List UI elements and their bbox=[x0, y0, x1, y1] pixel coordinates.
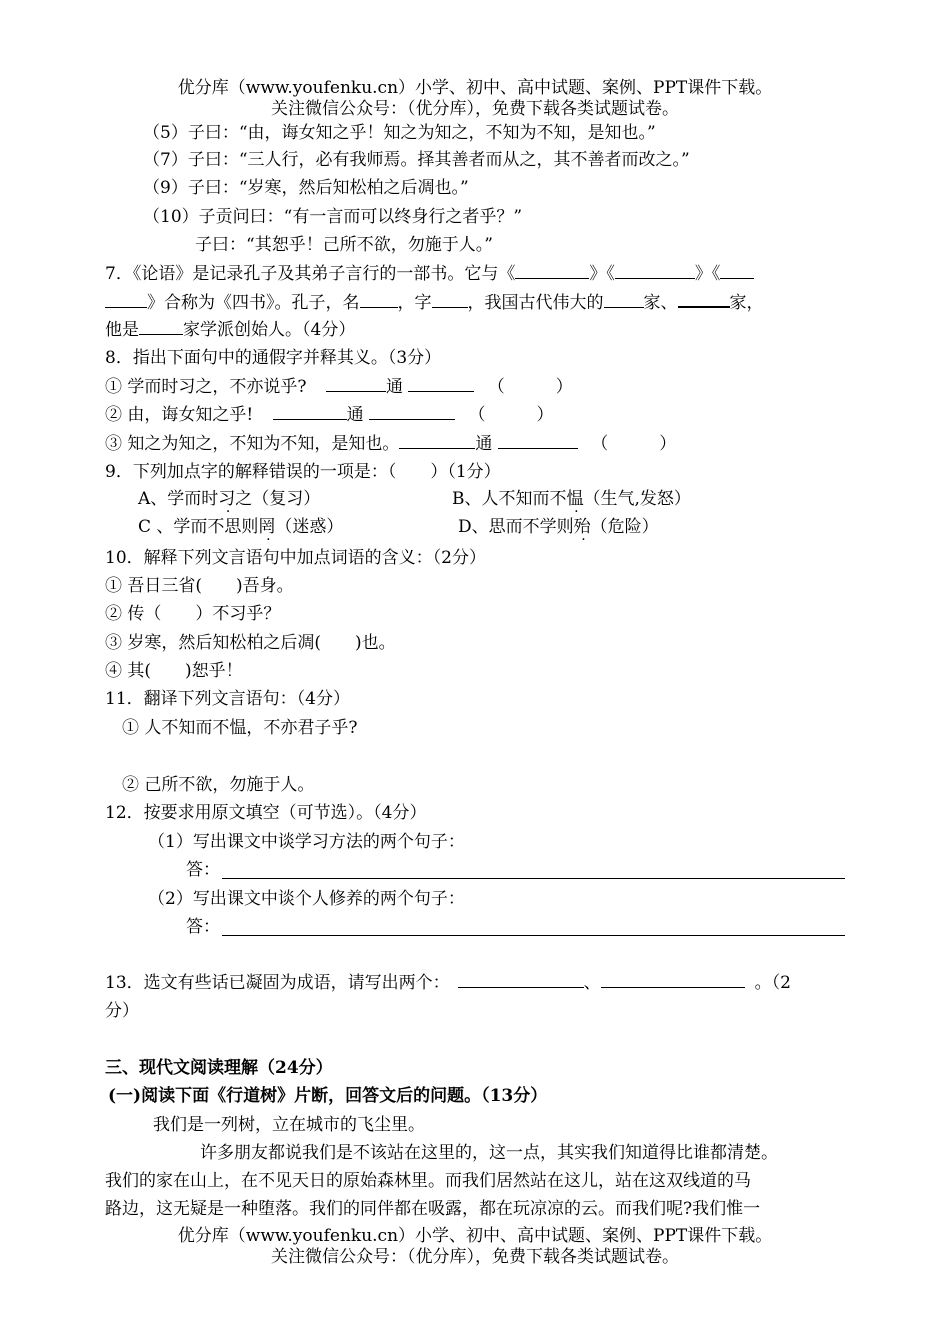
q8-item-1 bbox=[105, 375, 573, 399]
q8-blank-meaning[interactable] bbox=[498, 432, 578, 449]
q8-item-2 bbox=[105, 403, 553, 427]
q7-text: 家、 bbox=[643, 293, 678, 313]
q8-tong: 通 bbox=[346, 405, 364, 425]
q9-dotted-char: 殆 bbox=[573, 517, 591, 537]
q10-item-3: ③ 岁寒，然后知松柏之后凋( )也。 bbox=[105, 633, 396, 653]
q7-text: 家学派创始人。（4分） bbox=[183, 320, 356, 340]
q11-item-2: ② 己所不欲，勿施于人。 bbox=[122, 775, 315, 795]
q13-blank-idiom1[interactable] bbox=[458, 971, 584, 988]
q10-item-1: ① 吾日三省( )吾身。 bbox=[105, 576, 294, 596]
q7-text: 》合称为《四书》。孔子，名 bbox=[147, 293, 360, 313]
q9-title: 9．下列加点字的解释错误的一项是：（ ）（1分） bbox=[105, 462, 501, 482]
q13-text: 13．选文有些话已凝固为成语，请写出两个： bbox=[105, 973, 450, 993]
passage-para-2-line-1: 许多朋友都说我们是不该站在这里的，这一点，其实我们知道得比谁都清楚。 bbox=[200, 1143, 778, 1163]
q9-option-text: 之（复习） bbox=[235, 489, 321, 509]
q8-item-text: ③ 知之为知之，不知为不知，是知也。 bbox=[105, 434, 400, 454]
q9-dotted-char: 愠 bbox=[566, 489, 584, 509]
q7-blank-book3-cont[interactable] bbox=[105, 291, 147, 308]
quote-10: （10）子贡问曰：“有一言而可以终身行之者乎？” bbox=[143, 207, 523, 227]
q9-option-text: C 、学而不思则 bbox=[138, 517, 259, 537]
passage-para-2-line-2: 我们的家在山上，在不见天日的原始森林里。而我们居然站在这儿，站在这双线道的马 bbox=[105, 1171, 751, 1191]
q12-answer-label-2: 答： bbox=[186, 917, 220, 937]
q10-title: 10．解释下列文言语句中加点词语的含义：（2分） bbox=[105, 548, 486, 568]
quote-10-answer: 子曰：“其恕乎！己所不欲，勿施于人。” bbox=[195, 235, 493, 255]
q7-text: ，我国古代伟大的 bbox=[467, 293, 604, 313]
footer-line-1: 优分库（www.youfenku.cn）小学、初中、高中试题、案例、PPT课件下载。 bbox=[177, 1226, 773, 1246]
q7-text: 他是 bbox=[105, 320, 139, 340]
q12-title: 12．按要求用原文填空（可节选）。（4分） bbox=[105, 803, 427, 823]
q13-separator: 、 bbox=[583, 973, 601, 993]
q7-blank-name[interactable] bbox=[360, 291, 398, 308]
q8-paren: （ ） bbox=[487, 377, 573, 397]
q7-line-3 bbox=[105, 318, 355, 342]
q9-option-text: （生气,发怒） bbox=[583, 489, 691, 509]
section3-subtitle: (一)阅读下面《行道树》片断，回答文后的问题。（13分） bbox=[108, 1086, 548, 1106]
q8-blank-char[interactable] bbox=[273, 403, 347, 420]
q9-option-text: D、思而不学则 bbox=[458, 517, 574, 537]
q7-bracket: 》 bbox=[589, 264, 607, 284]
q9-option-b[interactable] bbox=[452, 487, 691, 511]
q8-item-text: ② 由，诲女知之乎! bbox=[105, 405, 254, 425]
q7-blank-zi[interactable] bbox=[432, 291, 468, 308]
q7-blank-book1[interactable] bbox=[515, 262, 589, 279]
q12-answer-label-1: 答： bbox=[186, 860, 220, 880]
q7-line-2 bbox=[105, 290, 764, 315]
footer-line-2: 关注微信公众号：（优分库），免费下载各类试题试卷。 bbox=[271, 1247, 679, 1267]
q9-option-c[interactable] bbox=[138, 515, 343, 539]
q12-sub-1: （1）写出课文中谈学习方法的两个句子： bbox=[148, 832, 465, 852]
q7-blank-jia1[interactable] bbox=[604, 291, 644, 308]
passage-para-1: 我们是一列树，立在城市的飞尘里。 bbox=[153, 1115, 425, 1135]
q12-sub-2: （2）写出课文中谈个人修养的两个句子： bbox=[148, 889, 465, 909]
q12-answer-line-2[interactable] bbox=[222, 935, 845, 936]
q13-blank-idiom2[interactable] bbox=[601, 971, 745, 988]
q9-dotted-char: 习 bbox=[218, 489, 236, 509]
q9-option-text: （危险） bbox=[590, 517, 659, 537]
q12-answer-line-1[interactable] bbox=[222, 878, 845, 879]
header-line-1: 优分库（www.youfenku.cn）小学、初中、高中试题、案例、PPT课件下载。 bbox=[177, 78, 773, 98]
q7-line-1 bbox=[105, 262, 754, 286]
q9-option-a[interactable] bbox=[138, 487, 320, 511]
q9-option-d[interactable] bbox=[458, 515, 659, 539]
q8-item-text: ① 学而时习之，不亦说乎? bbox=[105, 377, 307, 397]
q9-dotted-char: 罔 bbox=[258, 517, 276, 537]
quote-7: （7）子曰：“三人行，必有我师焉。择其善者而从之，其不善者而改之。” bbox=[143, 150, 690, 170]
q8-item-3 bbox=[105, 432, 676, 456]
section3-title: 三、现代文阅读理解（24分） bbox=[105, 1058, 333, 1078]
q7-text: 7．《论语》是记录孔子及其弟子言行的一部书。它与《 bbox=[105, 264, 516, 284]
q11-title: 11．翻译下列文言语句：（4分） bbox=[105, 689, 350, 709]
passage-para-2-line-3: 路边，这无疑是一种堕落。我们的同伴都在吸露，都在玩凉凉的云。而我们呢?我们惟一 bbox=[105, 1199, 761, 1219]
header-line-2: 关注微信公众号：（优分库），免费下载各类试题试卷。 bbox=[271, 99, 679, 119]
q7-blank-book2[interactable] bbox=[615, 262, 695, 279]
q13-line-1 bbox=[105, 971, 791, 995]
q8-paren: （ ） bbox=[468, 405, 554, 425]
q8-blank-char[interactable] bbox=[326, 375, 386, 392]
q8-tong: 通 bbox=[385, 377, 403, 397]
q13-line-2: 分） bbox=[105, 1001, 139, 1021]
q7-bracket: 《 bbox=[711, 264, 721, 284]
q9-option-text: （迷惑） bbox=[275, 517, 344, 537]
q13-text: 。（2 bbox=[754, 973, 791, 993]
q8-blank-meaning[interactable] bbox=[369, 403, 455, 420]
q9-option-text: A、学而时 bbox=[138, 489, 219, 509]
q8-paren: （ ） bbox=[591, 434, 677, 454]
q10-item-4: ④ 其( )恕乎！ bbox=[105, 661, 243, 681]
q7-bracket: 《 bbox=[606, 264, 615, 284]
q8-blank-meaning[interactable] bbox=[408, 375, 474, 392]
q7-blank-school[interactable] bbox=[139, 318, 183, 335]
q7-blank-jia2[interactable] bbox=[678, 290, 730, 308]
q10-item-2: ② 传（ ）不习乎？ bbox=[105, 604, 281, 624]
q7-text: ，字 bbox=[397, 293, 432, 313]
q7-bracket: 》 bbox=[694, 264, 712, 284]
q9-option-text: B、人不知而不 bbox=[452, 489, 567, 509]
q8-tong: 通 bbox=[475, 434, 493, 454]
q7-text: 家， bbox=[729, 293, 764, 313]
quote-5: （5）子曰：“由，诲女知之乎！知之为知之，不知为不知，是知也。” bbox=[143, 123, 656, 143]
q8-blank-char[interactable] bbox=[399, 432, 475, 449]
q7-blank-book3[interactable] bbox=[720, 262, 754, 279]
quote-9: （9）子曰：“岁寒，然后知松柏之后凋也。” bbox=[143, 178, 469, 198]
q11-item-1: ① 人不知而不愠，不亦君子乎? bbox=[122, 718, 358, 738]
q8-title: 8．指出下面句中的通假字并释其义。（3分） bbox=[105, 348, 442, 368]
